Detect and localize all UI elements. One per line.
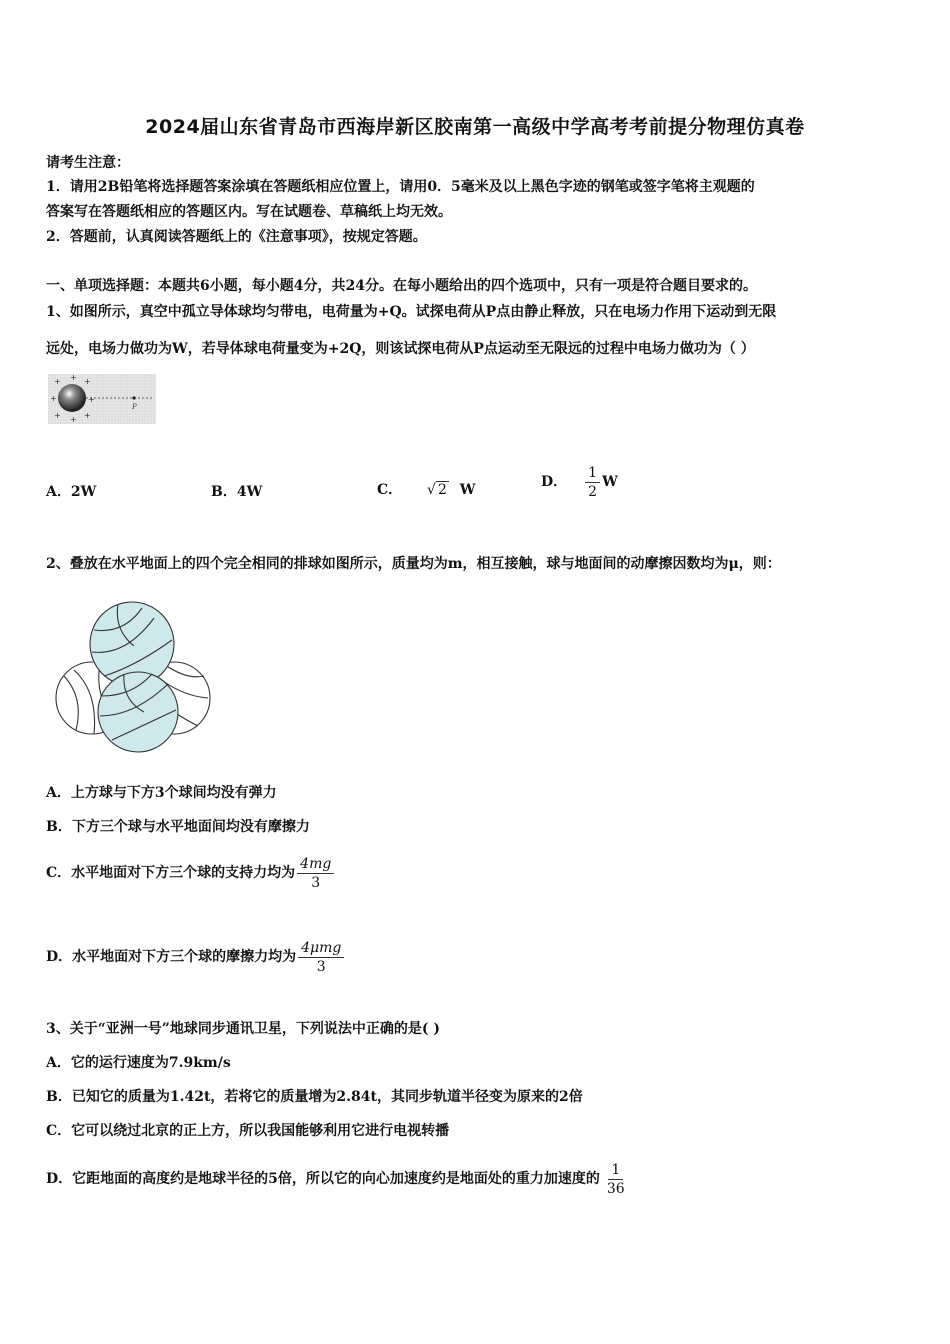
q2-stem: 2、叠放在水平地面上的四个完全相同的排球如图所示，质量均为m，相互接触，球与地面间的动摩擦因数均为μ，则： <box>46 556 781 572</box>
page-title: 2024届山东省青岛市西海岸新区胶南第一高级中学高考考前提分物理仿真卷 <box>145 116 805 138</box>
q2-volleyballs-figure <box>54 600 214 758</box>
q1-option-d-label: D． <box>541 474 568 490</box>
q3-option-d-numerator: 1 <box>608 1161 623 1180</box>
q3-option-b-label: B． <box>46 1089 72 1105</box>
svg-text:+: + <box>50 394 57 403</box>
q2-option-d-text: 水平地面对下方三个球的摩擦力均为 <box>72 949 297 965</box>
q2-option-a-text: 上方球与下方3个球间均没有弹力 <box>70 785 277 801</box>
notice-line-1: 1．请用2B铅笔将选择题答案涂填在答题纸相应位置上，请用0．5毫米及以上黑色字迹的钢笔或签字笔将主观题的 <box>46 179 755 195</box>
q1-point-label: P <box>132 403 137 411</box>
q2-option-d-fraction <box>298 939 344 976</box>
q1-option-d-unit: W <box>602 474 618 490</box>
q2-option-c-text: 水平地面对下方三个球的支持力均为 <box>71 865 296 881</box>
q2-option-a[interactable] <box>46 784 277 802</box>
svg-text:+: + <box>84 377 91 386</box>
q3-option-c[interactable] <box>46 1122 449 1140</box>
svg-text:+: + <box>88 395 95 404</box>
q2-option-c[interactable] <box>46 850 334 896</box>
q2-option-d-label: D． <box>46 949 73 965</box>
q1-option-d-denominator: 2 <box>588 483 598 500</box>
q2-option-d[interactable] <box>46 934 344 980</box>
q1-charged-sphere-figure <box>48 374 156 424</box>
q3-option-a[interactable] <box>46 1054 231 1072</box>
q3-option-d-fraction <box>604 1161 628 1198</box>
q1-option-b-label: B． <box>211 484 237 500</box>
q1-option-c[interactable] <box>377 481 475 499</box>
q1-stem-line-1: 1、如图所示，真空中孤立导体球均匀带电，电荷量为+Q。试探电荷从P点由静止释放，只在电场力作用下运动到无限 <box>46 304 777 320</box>
svg-text:+: + <box>54 377 61 386</box>
notice-line-2: 2．答题前，认真阅读答题纸上的《注意事项》，按规定答题。 <box>46 229 427 245</box>
q2-option-b[interactable] <box>46 818 310 836</box>
q2-option-c-fraction <box>297 855 334 892</box>
q2-option-d-denominator: 3 <box>316 958 326 975</box>
q2-option-c-numerator: 4mg <box>297 855 334 874</box>
q1-option-a-text: 2W <box>70 484 97 500</box>
q2-option-c-label: C． <box>46 865 72 881</box>
q1-option-a[interactable] <box>46 483 96 501</box>
q3-option-b-text: 已知它的质量为1.42t，若将它的质量增为2.84t，其同步轨道半径变为原来的2倍 <box>71 1089 583 1105</box>
svg-text:+: + <box>70 415 77 424</box>
q1-option-b[interactable] <box>211 483 262 501</box>
svg-text:+: + <box>84 411 91 420</box>
q3-option-d-denominator: 36 <box>606 1180 625 1197</box>
svg-text:+: + <box>54 411 61 420</box>
q3-stem: 3、关于“亚洲一号”地球同步通讯卫星，下列说法中正确的是( ) <box>46 1021 440 1037</box>
q1-option-c-label: C． <box>377 482 403 498</box>
q2-option-d-numerator: 4μmg <box>298 939 344 958</box>
notice-line-1b: 答案写在答题纸相应的答题区内。写在试题卷、草稿纸上均无效。 <box>46 204 452 220</box>
q3-option-c-text: 它可以绕过北京的正上方，所以我国能够利用它进行电视转播 <box>71 1123 450 1139</box>
q2-option-b-label: B． <box>46 819 72 835</box>
notice-heading: 请考生注意： <box>46 155 130 171</box>
q1-option-c-sqrt: √ 2 <box>427 482 447 498</box>
q1-option-d-fraction <box>585 464 600 501</box>
q1-stem-line-2: 远处，电场力做功为W，若导体球电荷量变为+2Q，则该试探电荷从P点运动至无限远的过程中电场力做功为（ ） <box>46 341 755 357</box>
q3-option-d[interactable] <box>46 1156 628 1202</box>
q1-option-d[interactable] <box>541 458 618 506</box>
section-heading: 一、单项选择题：本题共6小题，每小题4分，共24分。在每小题给出的四个选项中，只有一项是符合题目要求的。 <box>46 278 757 294</box>
q1-option-b-text: 4W <box>236 484 263 500</box>
q1-option-a-label: A． <box>46 484 71 500</box>
svg-text:+: + <box>70 374 77 382</box>
q2-option-b-text: 下方三个球与水平地面间均没有摩擦力 <box>71 819 310 835</box>
q2-option-c-denominator: 3 <box>311 874 321 891</box>
q2-option-a-label: A． <box>46 785 71 801</box>
q1-option-c-unit: W <box>459 482 476 498</box>
q1-option-d-numerator: 1 <box>585 464 600 483</box>
q3-option-b[interactable] <box>46 1088 583 1106</box>
q3-option-c-label: C． <box>46 1123 72 1139</box>
q3-option-a-label: A． <box>46 1055 71 1071</box>
q3-option-d-label: D． <box>46 1171 73 1187</box>
q1-option-c-radicand: 2 <box>437 482 447 498</box>
q3-option-a-text: 它的运行速度为7.9km/s <box>70 1055 231 1071</box>
q3-option-d-text: 它距地面的高度约是地球半径的5倍，所以它的向心加速度约是地面处的重力加速度的 <box>72 1171 600 1187</box>
